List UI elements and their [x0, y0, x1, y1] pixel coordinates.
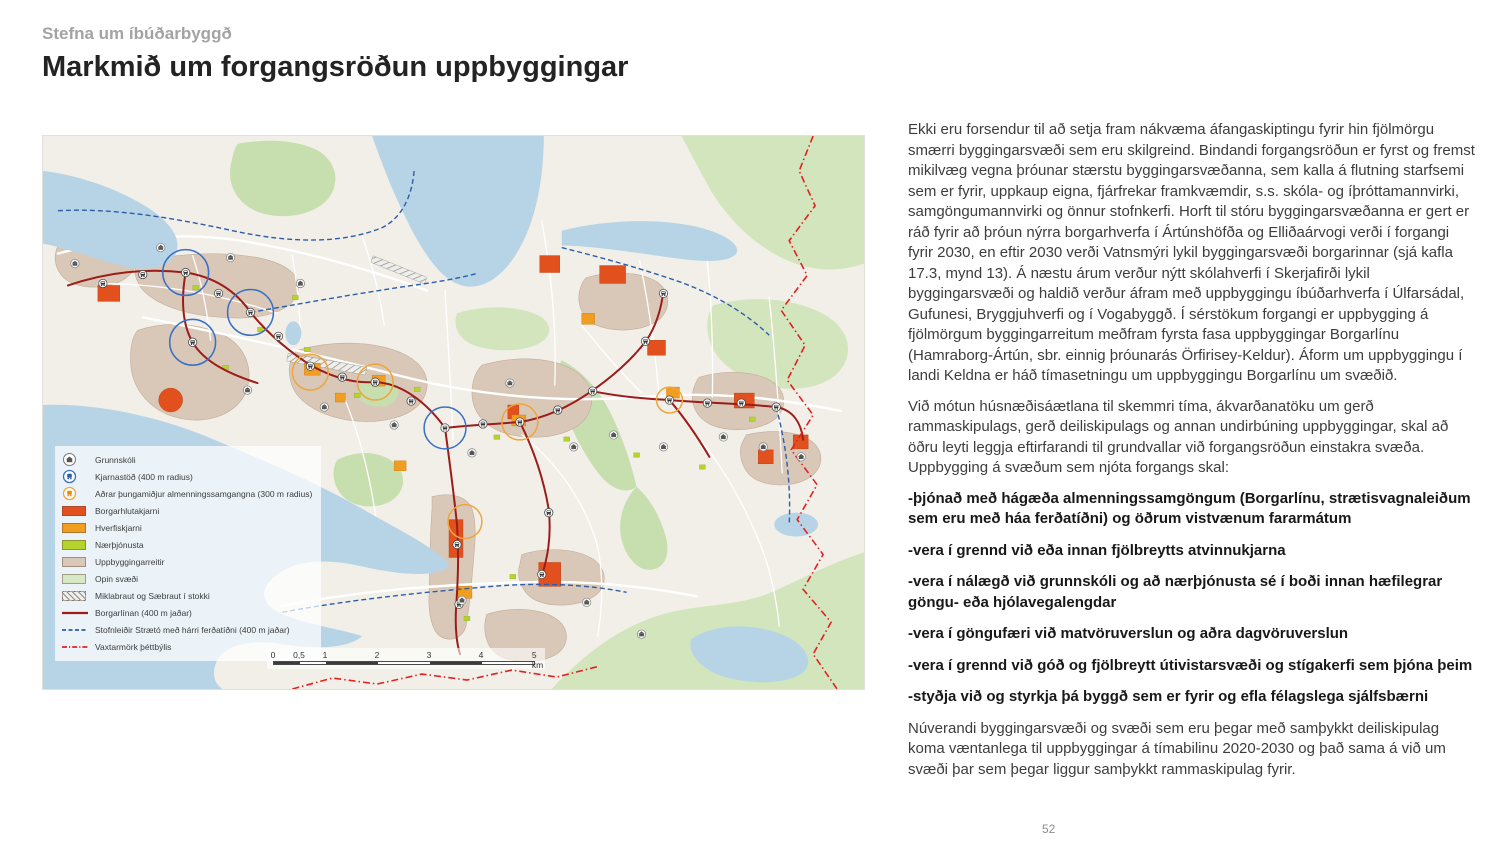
map-scalebar — [267, 648, 545, 669]
paragraph: Ekki eru forsendur til að setja fram nákvæma áfangaskiptingu fyrir hin fjölmörgu smærri byggingarsvæði sem eru skilgreind. Bindandi forgangsröðun er fyrst og fremst mikilvæg vegna þróunar stærstu byggingarsvæðanna, sem kalla á flutning starfsemi sem er fyrir, uppkaup eigna, fjárfrekar framkvæmdir, s.s. skóla- og íþróttamannvirki, samgöngumannvirki og önnur stofnkerfi. Horft til stóru byggingarsvæðanna er gert er ráð fyrir að þróun nýrra borgarhverfa í Ártúnshöfða og Elliðaárvogi verði í forgangi fyrir 2030, en eftir 2030 verði Vatnsmýri lykil byggingarsvæði borgarinnar (sjá kafla 17.3, mynd 13). Á næstu árum verður nýtt skólahverfi í Skerjafirði lykil byggingarsvæði og haldið verður áfram með uppbyggingu íbúðarhverfa í Úlfarsádal, Gufunesi, Bryggjuhverfi og í Vogabyggð. Í sérstökum forgangi er uppbygging á fjölmörgum byggingarreitum meðfram fyrsta fasa uppbyggingar Borgarlínu (Hamraborg-Ártún, sbr. einnig þróunarás Örfirisey-Keldur). Áform um uppbyggingu í landi Keldna er háð tímasetningu um uppbyggingu Borgarlínu um svæðið. — [908, 121, 1475, 384]
legend-item — [62, 604, 312, 621]
legend-item — [62, 519, 312, 536]
legend-label: Nærþjónusta — [95, 539, 144, 550]
map-legend — [55, 446, 321, 661]
scale-segment — [482, 662, 534, 664]
page-number: 52 — [1042, 822, 1056, 836]
growth-boundary-line-icon — [62, 643, 88, 651]
legend-label: Aðrar þungamiðjur almenningssamgangna (300 m radius) — [95, 488, 313, 499]
legend-label: Borgarhlutakjarni — [95, 505, 160, 516]
section-eyebrow: Stefna um íbúðarbyggð — [42, 24, 232, 43]
scale-tick: 4 — [478, 650, 484, 660]
legend-item — [62, 536, 312, 553]
development-swatch — [62, 557, 88, 567]
body-text-column — [908, 120, 1475, 790]
priority-bullet: -vera í grennd við eða innan fjölbreytts atvinnukjarna — [908, 541, 1286, 559]
scale-tick: 3 — [426, 650, 432, 660]
borgarlina-line-icon — [62, 609, 88, 617]
priority-bullet: -þjónað með hágæða almenningssamgöngum (Borgarlínu, strætisvagnaleiðum sem eru með háa ferðatíðni) og öðrum vistvænum fararmátum — [908, 489, 1471, 527]
scale-tick: 0,5 — [293, 650, 305, 660]
scale-segment — [378, 662, 430, 664]
legend-item — [62, 587, 312, 604]
scale-segment — [326, 662, 378, 664]
priority-bullet: -vera í grennd við góð og fjölbreytt útivistarsvæði og stígakerfi sem þjóna þeim — [908, 656, 1473, 674]
legend-item — [62, 468, 312, 485]
scale-tick: 1 — [322, 650, 328, 660]
legend-label: Hverfiskjarni — [95, 522, 142, 533]
legend-label: Vaxtarmörk þéttbýlis — [95, 641, 172, 652]
scale-bar — [273, 661, 535, 665]
paragraph: Núverandi byggingarsvæði og svæði sem eru þegar með samþykkt deiliskipulag koma væntanlega til uppbyggingar á tímabilinu 2020-2030 og það sama á við um svæði þar sem þegar liggur samþykkt rammaskipulag fyrir. — [908, 719, 1446, 778]
scale-ticks — [270, 650, 544, 670]
district-core-swatch — [62, 523, 88, 533]
legend-item — [62, 621, 312, 638]
legend-item — [62, 502, 312, 519]
legend-label: Opin svæði — [95, 573, 138, 584]
tunnel-swatch — [62, 591, 88, 601]
priority-bullet: -styðja við og styrkja þá byggð sem er fyrir og efla félagslega sjálfsbærni — [908, 688, 1429, 705]
transit-hub-icon — [62, 486, 88, 501]
scale-segment — [274, 662, 300, 664]
legend-item — [62, 485, 312, 502]
legend-item — [62, 451, 312, 468]
page-title: Markmið um forgangsröðun uppbyggingar — [42, 51, 629, 83]
legend-label: Grunnskóli — [95, 454, 136, 465]
legend-item — [62, 553, 312, 570]
open-space-swatch — [62, 574, 88, 584]
legend-label: Uppbyggingarreitir — [95, 556, 165, 567]
scale-segment — [300, 662, 326, 664]
priority-bullet: -vera í nálægð við grunnskóli og að nærþjónusta sé í boði innan hæfilegrar göngu- eða hjólavegalengdar — [908, 573, 1443, 611]
legend-label: Borgarlínan (400 m jaðar) — [95, 607, 192, 618]
priority-bullet: -vera í göngufæri við matvöruverslun og aðra dagvöruverslun — [908, 625, 1349, 642]
map-figure — [42, 135, 865, 690]
scale-segment — [430, 662, 482, 664]
legend-label: Miklabraut og Sæbraut í stokki — [95, 590, 210, 601]
legend-item — [62, 570, 312, 587]
paragraph: Við mótun húsnæðisáætlana til skemmri tíma, ákvarðanatöku um gerð rammaskipulags, gerð deiliskipulags og annan undirbúning uppbyggingar, skal að öðru leyti leggja eftirfarandi til grundvallar við forgangsröðun einstakra svæða. Uppbygging á svæðum sem njóta forgangs skal: — [908, 397, 1449, 476]
city-core-swatch — [62, 506, 88, 516]
page-header — [42, 24, 628, 84]
legend-label: Kjarnastöð (400 m radius) — [95, 471, 193, 482]
scale-tick: 0 — [270, 650, 276, 660]
scale-tick: 5 km — [531, 650, 544, 670]
straeto-line-icon — [62, 626, 88, 634]
legend-label: Stofnleiðir Strætó með hárri ferðatíðni (400 m jaðar) — [95, 624, 290, 635]
local-service-swatch — [62, 540, 88, 550]
core-station-icon — [62, 469, 88, 484]
school-icon — [62, 452, 88, 467]
scale-tick: 2 — [374, 650, 380, 660]
